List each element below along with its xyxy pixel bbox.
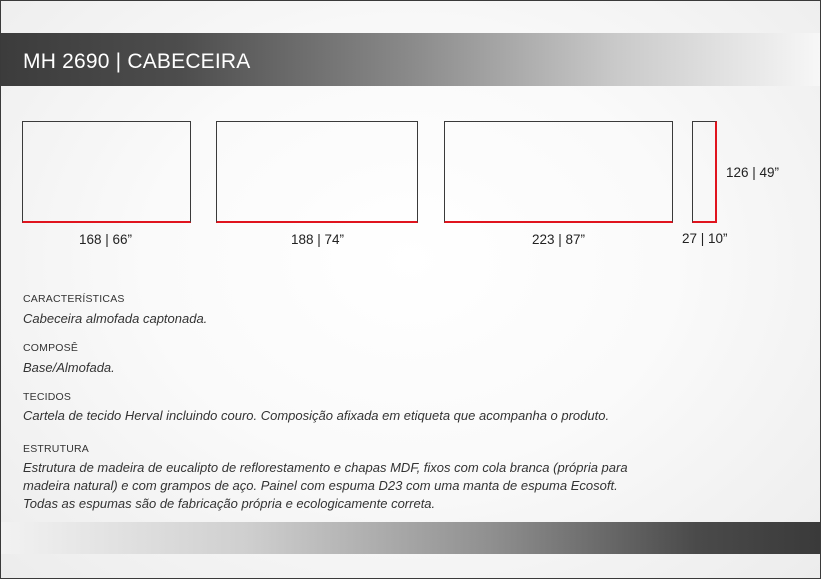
section-text-estrutura-line-2: madeira natural) e com grampos de aço. Painel com espuma D23 com uma manta de espuma Ecosoft.: [23, 478, 618, 493]
diagram-side-height-label: 126 | 49”: [726, 165, 780, 180]
section-label-estrutura: ESTRUTURA: [23, 443, 89, 455]
section-label-compose: COMPOSÊ: [23, 342, 79, 354]
section-text-estrutura-line-3: Todas as espumas são de fabricação própria e ecologicamente correta.: [23, 496, 436, 511]
section-text-caracteristicas: Cabeceira almofada captonada.: [23, 311, 208, 326]
diagram-168-width-label: 168 | 66”: [79, 232, 133, 247]
footer-bar: [1, 522, 820, 554]
section-text-estrutura-line-1: Estrutura de madeira de eucalipto de reflorestamento e chapas MDF, fixos com cola branca (própria para: [23, 460, 628, 475]
section-text-tecidos: Cartela de tecido Herval incluindo couro. Composição afixada em etiqueta que acompanha o produto.: [23, 408, 610, 423]
section-text-compose: Base/Almofada.: [23, 360, 115, 375]
diagram-223-width-label: 223 | 87”: [532, 232, 586, 247]
diagram-188-width-label: 188 | 74”: [291, 232, 345, 247]
section-label-tecidos: TECIDOS: [23, 391, 72, 403]
diagram-side-rect: [692, 121, 717, 223]
diagram-side-width-label: 27 | 10”: [682, 231, 728, 246]
diagram-168-rect: [22, 121, 191, 223]
section-label-caracteristicas: CARACTERÍSTICAS: [23, 293, 125, 305]
diagram-223-rect: [444, 121, 673, 223]
page-title: MH 2690 | CABECEIRA: [23, 50, 251, 73]
diagram-188-rect: [216, 121, 418, 223]
